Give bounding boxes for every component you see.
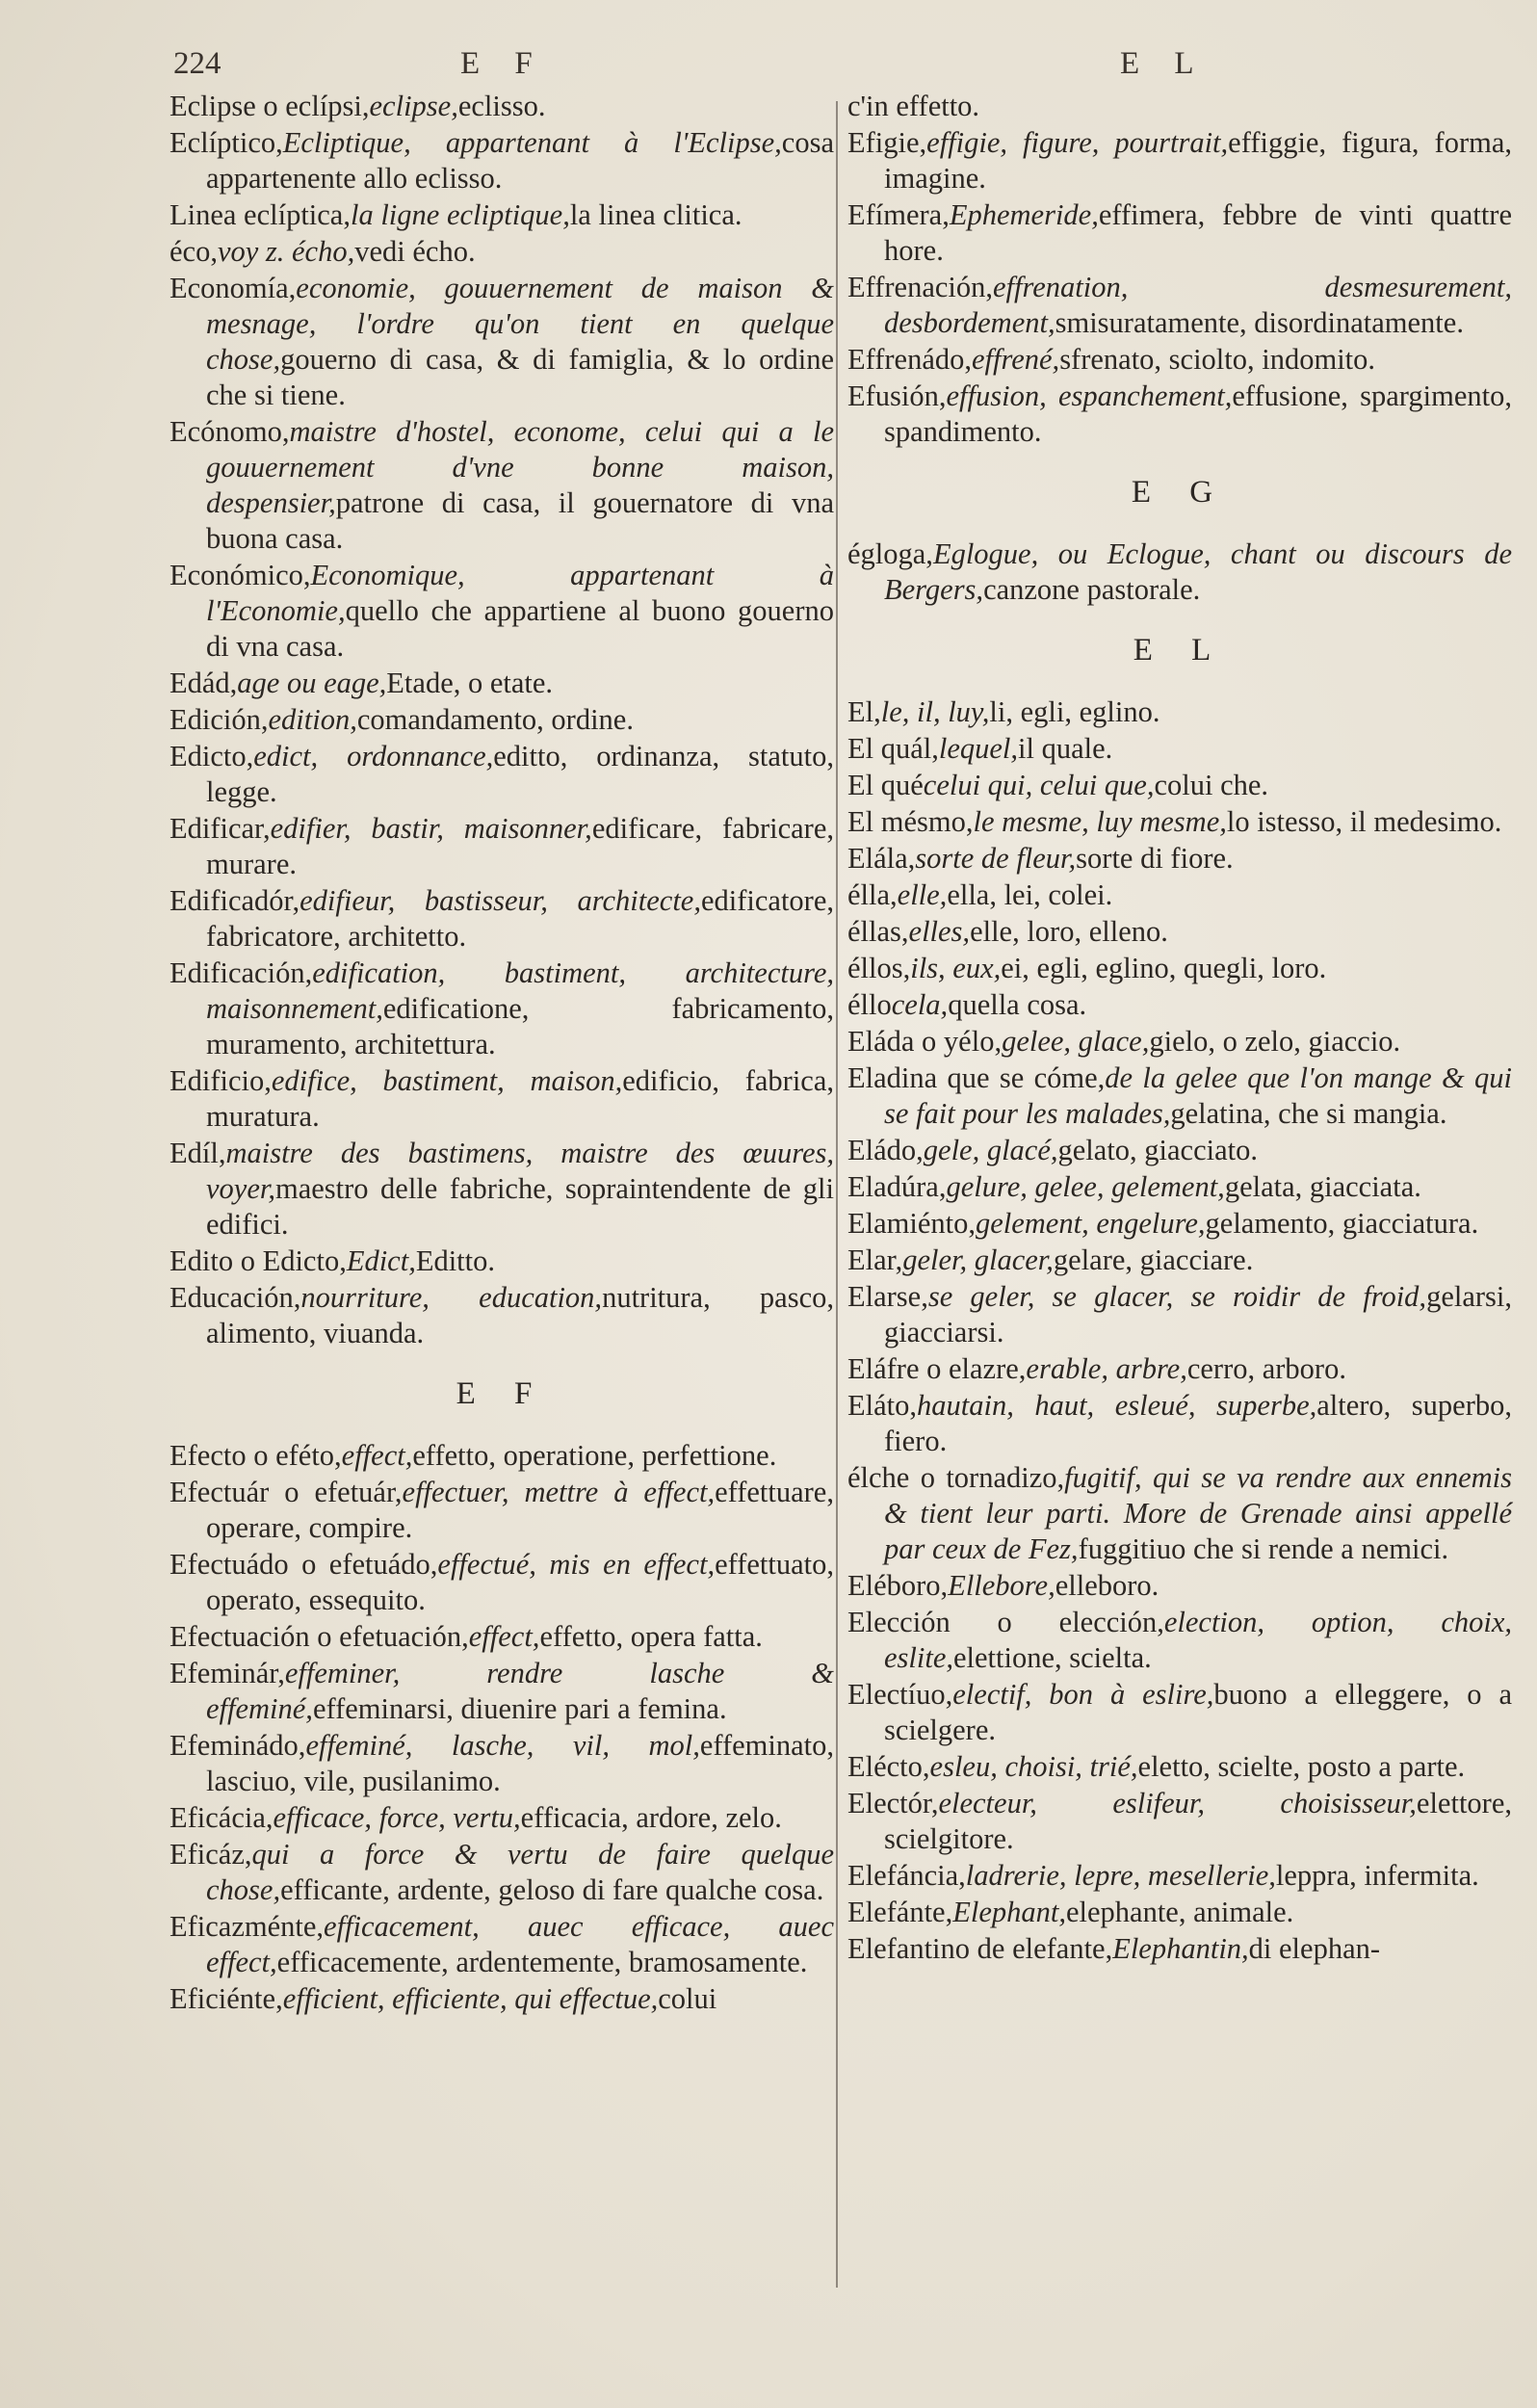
entry-italian: quello che appartiene al buono gouerno di vna casa. (206, 594, 834, 663)
dictionary-entry (169, 1475, 834, 1546)
dictionary-entry (847, 1279, 1512, 1350)
entry-headword: c' (847, 90, 867, 122)
entry-italian: elephante, animale. (1065, 1896, 1294, 1928)
entry-italian: effetto, operatione, perfettione. (412, 1439, 777, 1472)
dictionary-entry (169, 1280, 834, 1351)
entry-french: Ephemeride, (949, 198, 1099, 231)
dictionary-entry (847, 1605, 1512, 1676)
entry-french: effectuer, mettre à effect, (402, 1476, 716, 1508)
dictionary-entry (169, 558, 834, 665)
entry-headword: Efecto o eféto, (169, 1439, 342, 1472)
entry-french: qui a force & vertu de faire quelque chose, (206, 1838, 834, 1906)
entry-headword: Electíuo, (847, 1678, 953, 1711)
entry-french: elle, (897, 878, 948, 911)
section-heading: E G (1131, 475, 1229, 510)
dictionary-entry (169, 1909, 834, 1980)
dictionary-entry (847, 1206, 1512, 1242)
entry-italian: Etade, o etate. (386, 667, 554, 699)
dictionary-entry (847, 270, 1512, 341)
entry-headword: Elección o elección, (847, 1606, 1164, 1638)
dictionary-entry (847, 768, 1512, 803)
entry-italian: nutritura, pasco, alimento, viuanda. (206, 1281, 835, 1349)
entry-french: lequel, (938, 732, 1019, 765)
entry-headword: Elar, (847, 1243, 903, 1276)
entry-italian: li, egli, eglino. (989, 695, 1160, 728)
dictionary-entry (169, 1656, 834, 1727)
entry-french: effect, (468, 1620, 540, 1653)
entry-italian: canzone pastorale. (983, 573, 1201, 606)
entry-french: sorte de fleur, (915, 842, 1077, 875)
entry-italian: efficacia, ardore, zelo. (520, 1801, 782, 1834)
dictionary-entry (847, 125, 1512, 196)
entry-french: Eglogue, ou Eclogue, chant ou discours de Bergers, (884, 537, 1512, 606)
entry-french: efficacement, auec efficace, auec effect, (206, 1910, 834, 1978)
entry-headword: Elála, (847, 842, 916, 875)
left-column (169, 89, 834, 2018)
entry-headword: Eficáz, (169, 1838, 252, 1871)
entry-french: effrené, (972, 343, 1060, 376)
entry-french: Economique, appartenant à l'Economie, (206, 559, 834, 627)
entry-italian: effimera, febbre de vinti quattre hore. (884, 198, 1512, 267)
entry-french: voy z. écho, (217, 235, 355, 268)
entry-headword: Efectuár o efetuár, (169, 1476, 403, 1508)
dictionary-entry (847, 1169, 1512, 1205)
entry-french: effeminer, rendre lasche & effeminé, (206, 1657, 834, 1725)
entry-headword: Economía, (169, 272, 297, 304)
entry-italian: effiggie, figura, forma, imagine. (884, 126, 1513, 195)
entry-italian: editto, ordinanza, statuto, legge. (206, 740, 835, 808)
entry-italian: gouerno di casa, & di famiglia, & lo ordine che si tiene. (206, 343, 834, 411)
entry-french: effectué, mis en effect, (437, 1548, 716, 1581)
dictionary-entry (847, 1931, 1512, 1967)
entry-italian: gelatina, che si mangia. (1170, 1097, 1447, 1130)
running-header (0, 46, 1537, 89)
entry-italian: cosa appartenente allo eclisso. (206, 126, 834, 195)
dictionary-entry (847, 342, 1512, 378)
entry-french: gelement, engelure, (975, 1207, 1206, 1240)
entry-italian: gelato, giacciato. (1057, 1134, 1258, 1166)
entry-french: ladrerie, lepre, mesellerie, (965, 1859, 1276, 1892)
dictionary-entry (169, 811, 834, 882)
entry-french: geler, glacer, (902, 1243, 1054, 1276)
entry-headword: Eficácia, (169, 1801, 274, 1834)
entry-french: maistre des bastimens, maistre des œuures, voyer, (206, 1137, 834, 1205)
dictionary-entry (169, 1837, 834, 1908)
section-heading: E F (456, 1376, 548, 1411)
entry-headword: Económico, (169, 559, 311, 591)
section-heading: E L (1133, 633, 1227, 667)
dictionary-entry (169, 1243, 834, 1279)
right-column (847, 89, 1512, 1968)
entry-italian: edificatore, fabricatore, architetto. (206, 884, 834, 953)
entry-headword: Effrenádo, (847, 343, 972, 376)
entry-headword: Eladúra, (847, 1170, 947, 1203)
entry-headword: Efeminár, (169, 1657, 285, 1689)
entry-headword: Elamiénto, (847, 1207, 976, 1240)
dictionary-entry (847, 1895, 1512, 1930)
entry-french: effusion, espanchement, (946, 380, 1233, 412)
entry-headword: Edición, (169, 703, 269, 736)
entry-headword: Edád, (169, 667, 238, 699)
entry-headword: Eládo, (847, 1134, 924, 1166)
entry-italian: di elephan- (1248, 1932, 1381, 1965)
entry-french: electif, bon à eslire, (952, 1678, 1214, 1711)
entry-italian: elleboro. (1055, 1569, 1159, 1602)
dictionary-entry (847, 1460, 1512, 1567)
entry-headword: Eclíptico, (169, 126, 283, 159)
header-left-letters: E F (460, 46, 546, 81)
entry-french: economie, gouuernement de maison & mesnage, l'ordre qu'on tient en quelque chose, (206, 272, 834, 376)
dictionary-entry (169, 125, 834, 196)
entry-italian: il quale. (1018, 732, 1113, 765)
entry-italian: maestro delle fabriche, sopraintendente de gli edifici. (206, 1172, 834, 1241)
dictionary-entry (847, 1351, 1512, 1387)
dictionary-entry (169, 702, 834, 738)
dictionary-entry (169, 234, 834, 270)
dictionary-entry (847, 951, 1512, 986)
dictionary-entry (847, 694, 1512, 730)
entry-headword: Edificadór, (169, 884, 300, 917)
dictionary-entry (847, 1024, 1512, 1060)
entry-french: electeur, eslifeur, choisisseur, (938, 1787, 1417, 1819)
entry-headword: El quál, (847, 732, 939, 765)
entry-italian: efficante, ardente, geloso di fare qualche cosa. (280, 1873, 824, 1906)
entry-headword: Electór, (847, 1787, 939, 1819)
header-right-letters: E L (1120, 46, 1208, 81)
entry-italian: in effetto. (866, 90, 980, 122)
dictionary-entry (847, 804, 1512, 840)
entry-french: Elephantin, (1112, 1932, 1249, 1965)
entry-headword: Efectuación o efetuación, (169, 1620, 469, 1653)
entry-italian: lo istesso, il medesimo. (1226, 805, 1502, 838)
entry-italian: colui (658, 1982, 717, 2015)
entry-french: effeminé, lasche, vil, mol, (305, 1729, 700, 1762)
entry-french: gelure, gelee, gelement, (946, 1170, 1225, 1203)
dictionary-entry (847, 1786, 1512, 1857)
entry-italian: sorte di fiore. (1076, 842, 1234, 875)
dictionary-entry (847, 1858, 1512, 1894)
dictionary-entry (847, 1568, 1512, 1604)
entry-italian: gelarsi, giacciarsi. (884, 1280, 1512, 1348)
entry-italian: edificio, fabrica, muratura. (206, 1064, 834, 1133)
dictionary-entry (847, 379, 1512, 450)
entry-italian: effusione, spargimento, spandimento. (884, 380, 1512, 448)
dictionary-entry (169, 883, 834, 955)
entry-headword: Edificio, (169, 1064, 272, 1097)
entry-headword: élla, (847, 878, 898, 911)
entry-french: eclipse, (369, 90, 458, 122)
entry-headword: Ecónomo, (169, 415, 290, 448)
entry-headword: El, (847, 695, 881, 728)
entry-headword: Efeminádo, (169, 1729, 306, 1762)
dictionary-entry (847, 841, 1512, 877)
entry-italian: elettore, scielgitore. (884, 1787, 1512, 1855)
dictionary-entry (847, 731, 1512, 767)
entry-french: la ligne ecliptique, (350, 198, 570, 231)
entry-italian: effeminato, lasciuo, vile, pusilanimo. (206, 1729, 834, 1797)
entry-italian: altero, superbo, fiero. (884, 1389, 1512, 1457)
entry-headword: Effrenación, (847, 271, 994, 303)
entry-headword: Elécto, (847, 1750, 930, 1783)
entry-french: edifice, bastiment, maison, (271, 1064, 623, 1097)
entry-headword: Eláto, (847, 1389, 917, 1422)
entry-italian: gielo, o zelo, giaccio. (1149, 1025, 1401, 1058)
dictionary-entry (847, 1677, 1512, 1748)
entry-headword: Eláfre o elazre, (847, 1352, 1027, 1385)
entry-headword: éllo (847, 988, 892, 1021)
entry-italian: buono a elleggere, o a scielgere. (884, 1678, 1512, 1746)
entry-french: hautain, haut, esleué, superbe, (917, 1389, 1317, 1422)
entry-headword: Eléboro, (847, 1569, 949, 1602)
entry-italian: vedi écho. (354, 235, 476, 268)
entry-french: le mesme, luy mesme, (973, 805, 1227, 838)
entry-headword: Elefánte, (847, 1896, 953, 1928)
entry-french: effigie, figure, pourtrait, (926, 126, 1229, 159)
entry-french: fugitif, qui se va rendre aux ennemis & tient leur parti. More de Grenade ainsi appellé par ceux de Fez, (884, 1461, 1512, 1565)
dictionary-entry (847, 914, 1512, 950)
dictionary-entry (847, 987, 1512, 1023)
entry-headword: Eclipse o eclípsi, (169, 90, 370, 122)
dictionary-entry (847, 1243, 1512, 1278)
entry-headword: Linea eclíptica, (169, 198, 351, 231)
entry-headword: Elarse, (847, 1280, 928, 1313)
entry-french: effect, (341, 1439, 413, 1472)
entry-french: de la gelee que l'on mange & qui se fait pour les malades, (884, 1061, 1512, 1130)
entry-french: election, option, choix, eslite, (884, 1606, 1512, 1674)
entry-french: nourriture, education, (300, 1281, 603, 1314)
dictionary-entry (847, 1060, 1512, 1132)
page-number: 224 (173, 46, 221, 81)
entry-french: efficace, force, vertu, (273, 1801, 521, 1834)
entry-french: celui qui, celui que, (923, 769, 1155, 801)
dictionary-entry (847, 1388, 1512, 1459)
dictionary-entry (847, 197, 1512, 269)
entry-headword: Edificar, (169, 812, 271, 845)
entry-italian: ella, lei, colei. (947, 878, 1113, 911)
entry-headword: Eladina que se cóme, (847, 1061, 1106, 1094)
entry-italian: gelamento, giacciatura. (1205, 1207, 1479, 1240)
dictionary-entry (169, 1438, 834, 1474)
entry-italian: quella cosa. (948, 988, 1087, 1021)
entry-french: edition, (268, 703, 357, 736)
entry-headword: El qué (847, 769, 924, 801)
entry-headword: Edito o Edicto, (169, 1244, 347, 1277)
entry-italian: Editto. (415, 1244, 496, 1277)
entry-headword: Elefantino de elefante, (847, 1932, 1113, 1965)
entry-headword: Edicto, (169, 740, 254, 772)
dictionary-entry (847, 1133, 1512, 1168)
entry-italian: effetto, opera fatta. (539, 1620, 763, 1653)
entry-french: gelee, glace, (1002, 1025, 1150, 1058)
entry-italian: effettuare, operare, compire. (206, 1476, 834, 1544)
entry-italian: fuggitiuo che si rende a nemici. (1078, 1532, 1449, 1565)
column-divider (836, 101, 838, 2288)
entry-french: edification, bastiment, architecture, maisonnement, (206, 956, 834, 1025)
dictionary-entry (169, 1981, 834, 2017)
entry-headword: éllas, (847, 915, 909, 948)
dictionary-entry (169, 666, 834, 701)
entry-french: erable, arbre, (1026, 1352, 1187, 1385)
entry-italian: gelata, giacciata. (1224, 1170, 1421, 1203)
entry-french: maistre d'hostel, econome, celui qui a le gouuernement d'vne bonne maison, despensier, (206, 415, 834, 519)
dictionary-entry (169, 1619, 834, 1655)
entry-french: le, il, luy, (880, 695, 990, 728)
dictionary-entry (169, 1728, 834, 1799)
entry-french: elles, (908, 915, 971, 948)
entry-headword: Eficiénte, (169, 1982, 283, 2015)
entry-french: Ecliptique, appartenant à l'Eclipse, (282, 126, 782, 159)
dictionary-entry (169, 739, 834, 810)
entry-french: ils, eux, (910, 952, 1002, 984)
entry-headword: éllos, (847, 952, 911, 984)
entry-headword: Efigie, (847, 126, 927, 159)
entry-headword: Edíl, (169, 1137, 226, 1169)
entry-italian: eletto, scielte, posto a parte. (1137, 1750, 1466, 1783)
entry-italian: smisuratamente, disordinatamente. (1055, 306, 1464, 339)
entry-french: Edict, (346, 1244, 416, 1277)
entry-headword: Eláda o yélo, (847, 1025, 1003, 1058)
entry-italian: sfrenato, sciolto, indomito. (1059, 343, 1376, 376)
entry-french: se geler, se glacer, se roidir de froid, (927, 1280, 1427, 1313)
entry-french: edifier, bastir, maisonner, (270, 812, 592, 845)
entry-french: esleu, choisi, trié, (929, 1750, 1138, 1783)
entry-french: Ellebore, (948, 1569, 1055, 1602)
entry-italian: leppra, infermita. (1275, 1859, 1479, 1892)
entry-italian: elettione, scielta. (953, 1641, 1152, 1674)
dictionary-entry (169, 1800, 834, 1836)
entry-headword: Eficazménte, (169, 1910, 325, 1943)
entry-french: edict, ordonnance, (253, 740, 494, 772)
entry-italian: effettuato, operato, essequito. (206, 1548, 834, 1616)
entry-french: edifieur, bastisseur, architecte, (300, 884, 701, 917)
entry-italian: elle, loro, elleno. (970, 915, 1168, 948)
entry-french: Elephant, (952, 1896, 1066, 1928)
entry-french: cela, (891, 988, 949, 1021)
dictionary-entry (169, 271, 834, 413)
dictionary-entry (169, 414, 834, 557)
dictionary-entry (847, 537, 1512, 608)
entry-headword: Efímera, (847, 198, 950, 231)
entry-italian: efficacemente, ardentemente, bramosamente. (276, 1946, 808, 1978)
dictionary-entry (169, 1547, 834, 1618)
dictionary-entry (847, 1749, 1512, 1785)
entry-italian: comandamento, ordine. (356, 703, 634, 736)
entry-italian: patrone di casa, il gouernatore di vna buona casa. (206, 486, 834, 555)
dictionary-entry (169, 1136, 834, 1243)
dictionary-entry (169, 89, 834, 124)
entry-italian: la linea clitica. (569, 198, 742, 231)
dictionary-entry (169, 955, 834, 1062)
dictionary-entry (169, 197, 834, 233)
entry-french: efficient, efficiente, qui effectue, (282, 1982, 659, 2015)
dictionary-entry (169, 1063, 834, 1135)
entry-italian: eclisso. (457, 90, 546, 122)
entry-headword: Elefáncia, (847, 1859, 966, 1892)
entry-italian: colui che. (1154, 769, 1269, 801)
entry-headword: El mésmo, (847, 805, 974, 838)
entry-headword: Efectuádo o efetuádo, (169, 1548, 438, 1581)
entry-french: age ou eage, (237, 667, 387, 699)
entry-headword: Educación, (169, 1281, 301, 1314)
entry-italian: gelare, giacciare. (1053, 1243, 1254, 1276)
entry-headword: égloga, (847, 537, 933, 570)
dictionary-entry (847, 877, 1512, 913)
entry-headword: Edificación, (169, 956, 313, 989)
dictionary-entry (847, 89, 1512, 124)
entry-italian: edificatione, fabricamento, muramento, architettura. (206, 992, 834, 1060)
entry-french: effrenation, desmesurement, desbordement, (884, 271, 1512, 339)
entry-italian: effeminarsi, diuenire pari a femina. (312, 1692, 727, 1725)
entry-headword: élche o tornadizo, (847, 1461, 1065, 1494)
entry-italian: cerro, arboro. (1186, 1352, 1346, 1385)
entry-french: gele, glacé, (923, 1134, 1058, 1166)
entry-headword: Efusión, (847, 380, 947, 412)
entry-headword: éco, (169, 235, 218, 268)
entry-italian: ei, egli, eglino, quegli, loro. (1001, 952, 1327, 984)
entry-italian: edificare, fabricare, murare. (206, 812, 834, 880)
